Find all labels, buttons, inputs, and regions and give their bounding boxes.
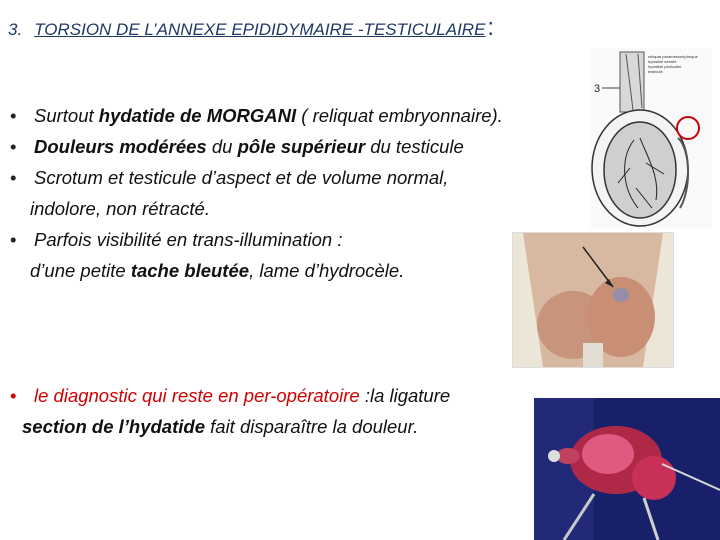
photo-drawing [513, 233, 673, 367]
title-text: TORSION DE L’ANNEXE EPIDIDYMAIRE -TESTICULAIRE [34, 20, 486, 39]
bullet-text: Parfois visibilité en trans-illumination : [34, 229, 343, 250]
bullet-item [8, 224, 598, 286]
bullet-bold: Douleurs modérées [34, 136, 207, 157]
bullet-bold: hydatide de MORGANI [98, 105, 297, 126]
diagnostic-text: fait disparaître la douleur. [205, 416, 419, 437]
legend-line: reliquat paramésonéphrique [648, 54, 698, 59]
surgery-drawing [534, 398, 720, 540]
bullet-bold: tache bleutée [130, 260, 250, 281]
bullet-item [8, 131, 598, 162]
bullet-text: d’une petite [30, 260, 131, 281]
diagnostic-continuation [22, 411, 594, 442]
bullet-bold: pôle supérieur [237, 136, 366, 157]
diagnostic-bold: section de l’hydatide [22, 416, 205, 437]
bullet-text: indolore, non rétracté. [30, 198, 210, 219]
surgical-photo [534, 398, 720, 540]
bullet-text: Scrotum et testicule d’aspect et de volume normal, [34, 167, 449, 188]
diagnostic-red-text: le diagnostic qui reste en per-opératoire [34, 385, 365, 406]
bullet-item [8, 100, 598, 131]
bullet-text: , lame d’hydrocèle. [249, 260, 405, 281]
diagnostic-tail: :la ligature [364, 385, 451, 406]
title-colon: : [487, 14, 495, 41]
diagnostic-bullet [8, 380, 594, 442]
blue-spot [613, 288, 629, 302]
clinical-photo [512, 232, 674, 368]
slide-title [8, 14, 648, 42]
legend-line: hydatide sessile [648, 59, 677, 64]
legend-line: testicule [648, 69, 663, 74]
highlight-circle [677, 117, 699, 139]
bullet-list [8, 100, 598, 286]
anatomy-diagram [590, 48, 712, 228]
bullet-text: du testicule [365, 136, 464, 157]
bullet-text: du [206, 136, 238, 157]
bullet-text: ( reliquat embryonnaire). [296, 105, 503, 126]
legend-line: hydatide pédiculée [648, 64, 682, 69]
figure-label: 3 [594, 83, 601, 95]
title-number: 3. [8, 20, 23, 39]
bullet-text: Surtout [34, 105, 99, 126]
anatomy-drawing [590, 48, 712, 228]
bullet-item [8, 162, 598, 224]
